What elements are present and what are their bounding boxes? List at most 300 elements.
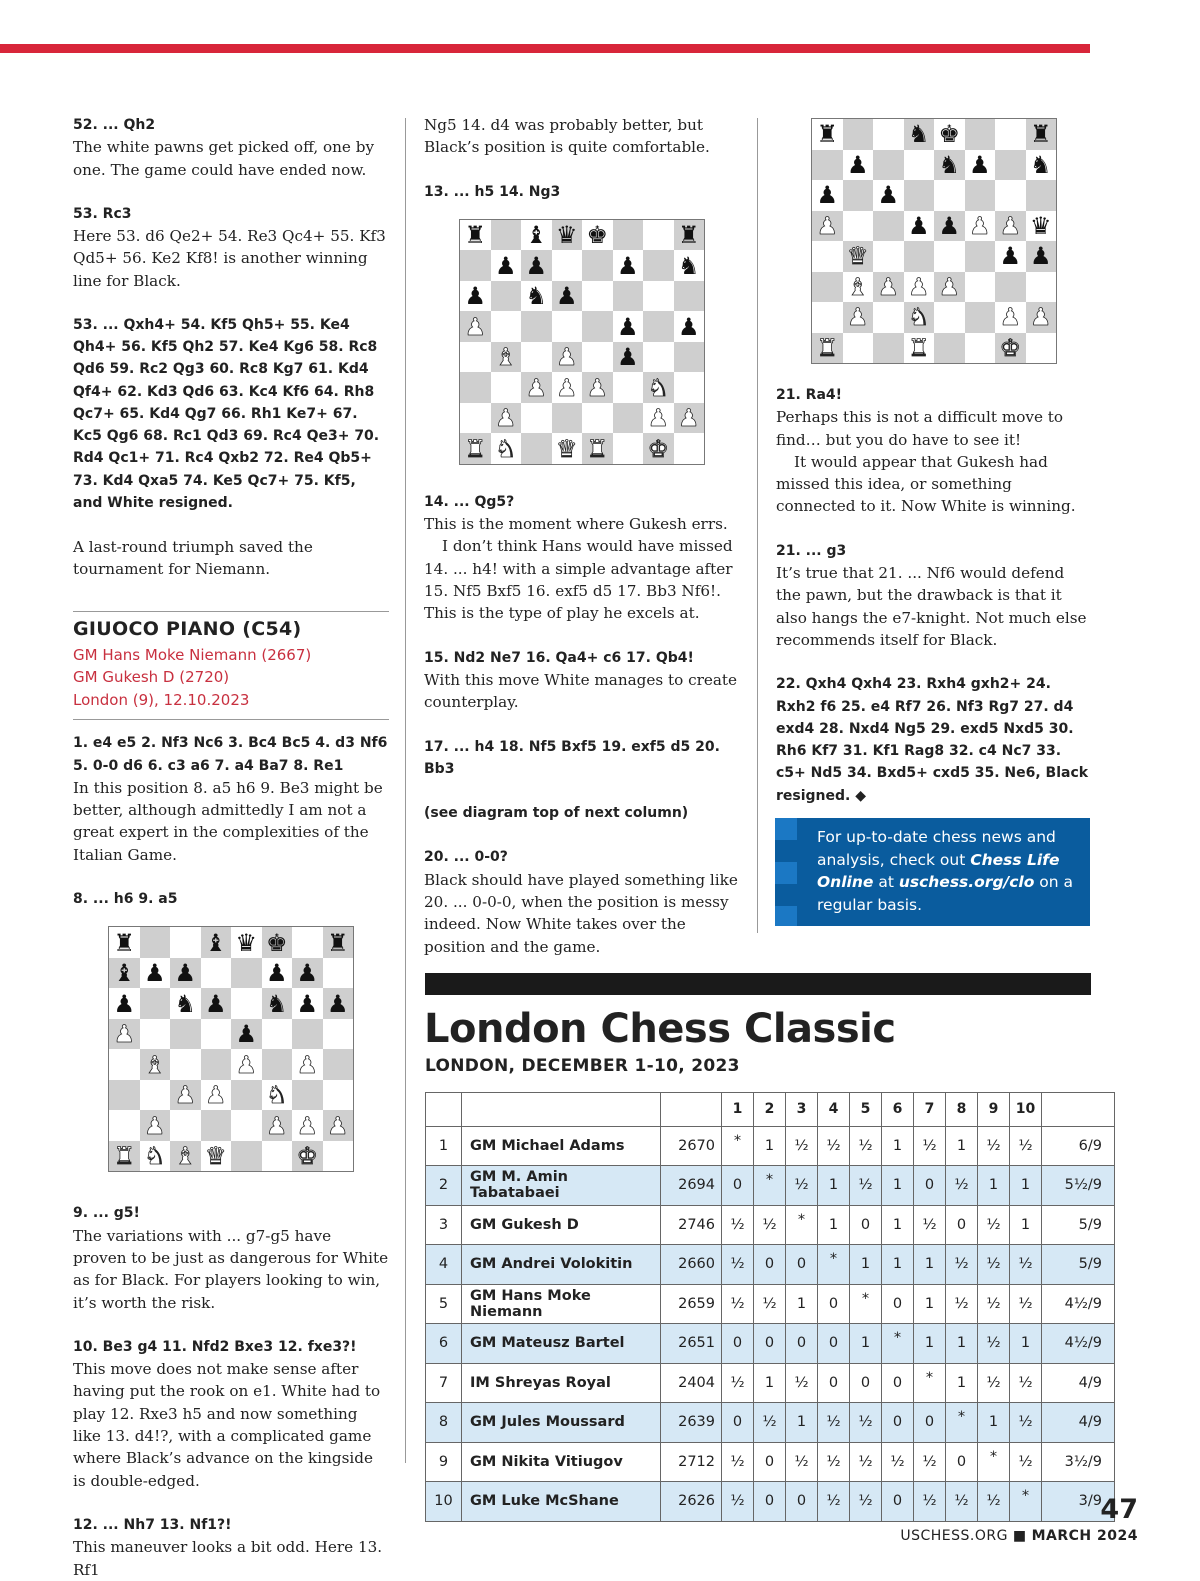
rating-cell: 2670 bbox=[661, 1126, 722, 1166]
board-square bbox=[674, 311, 705, 342]
board-square bbox=[582, 281, 613, 312]
board-square bbox=[1026, 333, 1057, 364]
result-cell: ½ bbox=[786, 1363, 818, 1403]
board-square bbox=[812, 333, 843, 364]
result-cell: 0 bbox=[722, 1403, 754, 1443]
rating-cell: 2660 bbox=[661, 1245, 722, 1285]
board-square bbox=[552, 372, 583, 403]
event-info: London (9), 12.10.2023 bbox=[73, 690, 250, 709]
result-cell: ½ bbox=[978, 1205, 1010, 1245]
board-square bbox=[140, 1049, 171, 1080]
board-square bbox=[965, 180, 996, 211]
header-round: 3 bbox=[786, 1093, 818, 1127]
result-cell: * bbox=[722, 1126, 754, 1166]
rank-cell: 9 bbox=[426, 1442, 462, 1482]
board-square bbox=[582, 403, 613, 434]
footer-separator: ■ bbox=[1012, 1528, 1027, 1544]
rank-cell: 4 bbox=[426, 1245, 462, 1285]
result-cell: 1 bbox=[818, 1205, 850, 1245]
result-cell: 0 bbox=[850, 1205, 882, 1245]
board-square bbox=[292, 1110, 323, 1141]
result-cell: 0 bbox=[786, 1245, 818, 1285]
board-square bbox=[491, 372, 522, 403]
board-square bbox=[843, 272, 874, 303]
white-rook-icon: ♜ bbox=[816, 333, 838, 362]
rating-cell: 2651 bbox=[661, 1324, 722, 1364]
board-square bbox=[262, 988, 293, 1019]
result-cell: * bbox=[882, 1324, 914, 1364]
white-knight-icon: ♞ bbox=[144, 1142, 166, 1171]
board-square bbox=[491, 433, 522, 464]
result-cell: ½ bbox=[978, 1126, 1010, 1166]
white-bishop-icon: ♝ bbox=[495, 343, 517, 372]
page-number: 47 bbox=[1100, 1494, 1138, 1525]
header-round: 1 bbox=[722, 1093, 754, 1127]
white-bishop-icon: ♝ bbox=[847, 272, 869, 301]
board-square bbox=[613, 220, 644, 251]
score-cell: 3/9 bbox=[1042, 1482, 1115, 1522]
white-pawn-icon: ♟ bbox=[266, 1111, 288, 1140]
board-square bbox=[812, 150, 843, 181]
board-square bbox=[674, 403, 705, 434]
rank-cell: 1 bbox=[426, 1126, 462, 1166]
player-name-cell: IM Shreyas Royal bbox=[462, 1363, 661, 1403]
board-square bbox=[613, 372, 644, 403]
board-square bbox=[109, 958, 140, 989]
board-square bbox=[170, 1049, 201, 1080]
black-pawn-icon: ♟ bbox=[235, 1020, 257, 1049]
result-cell: ½ bbox=[722, 1284, 754, 1324]
commentary: Black should have played something like 20. ... 0-0-0, when the position is messy indeed. Now White takes over the position and the game. bbox=[424, 870, 738, 956]
board-square bbox=[460, 403, 491, 434]
white-pawn-icon: ♟ bbox=[877, 272, 899, 301]
board-square bbox=[231, 1019, 262, 1050]
move-text: 21. Ra4! bbox=[776, 387, 843, 403]
black-rook-icon: ♜ bbox=[464, 221, 486, 250]
rating-cell: 2626 bbox=[661, 1482, 722, 1522]
board-square bbox=[843, 302, 874, 333]
board-square bbox=[995, 119, 1026, 150]
board-square bbox=[674, 372, 705, 403]
tournament-title: London Chess Classic bbox=[424, 1006, 896, 1052]
result-cell: 1 bbox=[946, 1126, 978, 1166]
board-square bbox=[1026, 211, 1057, 242]
table-row bbox=[426, 1482, 1115, 1522]
board-square bbox=[873, 119, 904, 150]
result-cell: 0 bbox=[754, 1442, 786, 1482]
board-square bbox=[904, 302, 935, 333]
black-knight-icon: ♞ bbox=[525, 282, 547, 311]
black-pawn-icon: ♟ bbox=[617, 312, 639, 341]
player-name-cell: GM Gukesh D bbox=[462, 1205, 661, 1245]
result-cell: ½ bbox=[786, 1166, 818, 1206]
result-cell: 0 bbox=[754, 1482, 786, 1522]
result-cell: ½ bbox=[722, 1482, 754, 1522]
board-square bbox=[323, 1141, 354, 1172]
black-bishop-icon: ♝ bbox=[205, 928, 227, 957]
black-rook-icon: ♜ bbox=[113, 928, 135, 957]
promo-link-url[interactable]: uschess.org/clo bbox=[898, 873, 1035, 891]
black-rook-icon: ♜ bbox=[816, 120, 838, 149]
board-square bbox=[643, 220, 674, 251]
board-square bbox=[323, 1019, 354, 1050]
board-square bbox=[460, 281, 491, 312]
board-square bbox=[843, 119, 874, 150]
black-bishop-icon: ♝ bbox=[113, 959, 135, 988]
board-square bbox=[460, 433, 491, 464]
score-cell: 4/9 bbox=[1042, 1363, 1115, 1403]
board-square bbox=[109, 1049, 140, 1080]
white-king-icon: ♚ bbox=[647, 434, 669, 463]
column-1 bbox=[73, 114, 389, 1581]
board-square bbox=[812, 180, 843, 211]
board-square bbox=[843, 211, 874, 242]
board-square bbox=[613, 281, 644, 312]
move-text: 53. ... Qxh4+ 54. Kf5 Qh5+ 55. Ke4 Qh4+ 56. Kf5 Qh2 57. Ke4 Kg6 58. Rc8 Qd6 59. Rc2 Qg3 60. Rc8 Kg7 61. Kd4 Qf4+ 62. Kd3 Qd6 63. Kc4 Kf6 64. Rh8 Qc7+ 65. Kd4 Qg7 66. Rh1 Ke7+ 67. Kc5 Qg6 68. Rc1 Qd3 69. Rc4 Qe3+ 70. Rd4 Qc1+ 71. Rc4 Qxb2 72. Re4 Qb5+ 73. Kd4 Qxa5 74. Ke5 Qc7+ 75. Kf5, and White resigned. bbox=[73, 317, 380, 511]
board-square bbox=[231, 1080, 262, 1111]
tournament-subtitle: LONDON, DECEMBER 1-10, 2023 bbox=[425, 1056, 740, 1076]
board-square bbox=[109, 1141, 140, 1172]
board-square bbox=[460, 342, 491, 373]
result-cell: 1 bbox=[786, 1403, 818, 1443]
board-square bbox=[521, 311, 552, 342]
result-cell: ½ bbox=[1010, 1126, 1042, 1166]
board-square bbox=[873, 241, 904, 272]
board-square bbox=[201, 927, 232, 958]
board-square bbox=[460, 250, 491, 281]
white-pawn-icon: ♟ bbox=[556, 343, 578, 372]
result-cell: 0 bbox=[946, 1205, 978, 1245]
board-square bbox=[262, 1110, 293, 1141]
board-square bbox=[643, 372, 674, 403]
table-row bbox=[426, 1166, 1115, 1206]
white-pawn-icon: ♟ bbox=[647, 404, 669, 433]
board-square bbox=[674, 250, 705, 281]
commentary: It’s true that 21. ... Nf6 would defend the pawn, but the drawback is that it also hangs the e7-knight. Not much else recommends itself for Black. bbox=[776, 564, 1087, 649]
result-cell: 0 bbox=[754, 1324, 786, 1364]
board-square bbox=[613, 403, 644, 434]
board-square bbox=[1026, 150, 1057, 181]
move-text: 14. ... Qg5? bbox=[424, 493, 515, 510]
result-cell: ½ bbox=[946, 1482, 978, 1522]
board-square bbox=[262, 1080, 293, 1111]
board-square bbox=[231, 927, 262, 958]
board-square bbox=[292, 1080, 323, 1111]
promo-text-2: at bbox=[873, 873, 899, 891]
board-square bbox=[460, 311, 491, 342]
result-cell: ½ bbox=[818, 1126, 850, 1166]
black-pawn-icon: ♟ bbox=[205, 989, 227, 1018]
board-square bbox=[643, 403, 674, 434]
black-player: GM Gukesh D (2720) bbox=[73, 668, 230, 687]
rank-cell: 6 bbox=[426, 1324, 462, 1364]
black-pawn-icon: ♟ bbox=[113, 989, 135, 1018]
board-square bbox=[674, 220, 705, 251]
black-pawn-icon: ♟ bbox=[144, 959, 166, 988]
board-square bbox=[812, 272, 843, 303]
board-square bbox=[843, 333, 874, 364]
board-square bbox=[995, 241, 1026, 272]
commentary: This move does not make sense after having put the rook on e1. White had to play 12. Rxe3 h5 and now something like 13. d4!?, with a complicated game where Black’s advance on the kingside is double-edged. bbox=[73, 1360, 381, 1490]
white-knight-icon: ♞ bbox=[647, 373, 669, 402]
black-knight-icon: ♞ bbox=[938, 150, 960, 179]
result-cell: 0 bbox=[786, 1482, 818, 1522]
move-text: 52. ... Qh2 bbox=[73, 117, 156, 133]
board-square bbox=[873, 180, 904, 211]
board-square bbox=[521, 372, 552, 403]
board-square bbox=[170, 1019, 201, 1050]
board-square bbox=[812, 241, 843, 272]
player-name-cell: GM Mateusz Bartel bbox=[462, 1324, 661, 1364]
black-queen-icon: ♛ bbox=[1030, 211, 1052, 240]
header-rating bbox=[661, 1093, 722, 1127]
move-text: 1. e4 e5 2. Nf3 Nc6 3. Bc4 Bc5 4. d3 Nf6 5. 0-0 d6 6. c3 a6 7. a4 Ba7 8. Re1 bbox=[73, 735, 388, 774]
board-square bbox=[995, 211, 1026, 242]
column-2 bbox=[424, 114, 741, 958]
result-cell: 0 bbox=[818, 1363, 850, 1403]
result-cell: ½ bbox=[882, 1442, 914, 1482]
promo-text-3: on a regular basis. bbox=[817, 873, 1074, 914]
board-square bbox=[812, 119, 843, 150]
black-king-icon: ♚ bbox=[586, 221, 608, 250]
black-pawn-icon: ♟ bbox=[1030, 242, 1052, 271]
score-cell: 3½/9 bbox=[1042, 1442, 1115, 1482]
white-pawn-icon: ♟ bbox=[1030, 303, 1052, 332]
board-square bbox=[109, 927, 140, 958]
black-knight-icon: ♞ bbox=[678, 251, 700, 280]
board-square bbox=[460, 220, 491, 251]
board-square bbox=[552, 250, 583, 281]
board-square bbox=[965, 302, 996, 333]
move-text-body: 22. Qxh4 Qxh4 23. Rxh4 gxh2+ 24. Rxh2 f6 25. e4 Rf7 26. Nf3 Rg7 27. d4 exd4 28. Nxd4 Ng5 29. exd5 Nxd5 30. Rh6 Kf7 31. Kf1 Rag8 32. c4 Nc7 33. c5+ Nd5 34. Bxd5+ cxd5 35. Ne6, Black resigned. bbox=[776, 676, 1089, 804]
white-pawn-icon: ♟ bbox=[969, 211, 991, 240]
result-cell: ½ bbox=[914, 1482, 946, 1522]
board-square bbox=[521, 342, 552, 373]
black-knight-icon: ♞ bbox=[174, 989, 196, 1018]
table-row bbox=[426, 1324, 1115, 1364]
board-square bbox=[1026, 241, 1057, 272]
result-cell: ½ bbox=[850, 1166, 882, 1206]
score-cell: 4½/9 bbox=[1042, 1284, 1115, 1324]
column-3 bbox=[776, 118, 1092, 807]
commentary: Perhaps this is not a difficult move to find… but you do have to see it! bbox=[776, 408, 1064, 449]
board-square bbox=[643, 433, 674, 464]
white-pawn-icon: ♟ bbox=[495, 404, 517, 433]
white-queen-icon: ♛ bbox=[847, 242, 869, 271]
black-pawn-icon: ♟ bbox=[908, 211, 930, 240]
board-square bbox=[582, 311, 613, 342]
result-cell: 0 bbox=[786, 1324, 818, 1364]
commentary: I don’t think Hans would have missed 14. ... h4! with a simple advantage after 15. Nf5 Bxf5 16. exf5 d5 17. Bb3 Nf6!. This is the type of play he excels at. bbox=[424, 537, 733, 623]
board-square bbox=[140, 1080, 171, 1111]
board-square bbox=[552, 281, 583, 312]
rank-cell: 8 bbox=[426, 1403, 462, 1443]
divider bbox=[73, 611, 389, 612]
board-square bbox=[109, 988, 140, 1019]
board-square bbox=[292, 927, 323, 958]
board-square bbox=[843, 150, 874, 181]
result-cell: ½ bbox=[978, 1324, 1010, 1364]
black-pawn-icon: ♟ bbox=[266, 959, 288, 988]
promo-link-clo[interactable]: Chess Life Online bbox=[817, 850, 1060, 891]
black-knight-icon: ♞ bbox=[1030, 150, 1052, 179]
column-separator bbox=[405, 118, 406, 1463]
result-cell: 1 bbox=[818, 1166, 850, 1206]
black-rook-icon: ♜ bbox=[678, 221, 700, 250]
board-square bbox=[323, 1080, 354, 1111]
crosstable bbox=[425, 1092, 1115, 1522]
board-square bbox=[873, 302, 904, 333]
board-square bbox=[231, 958, 262, 989]
board-square bbox=[812, 302, 843, 333]
board-square bbox=[613, 433, 644, 464]
score-cell: 6/9 bbox=[1042, 1126, 1115, 1166]
board-square bbox=[262, 1049, 293, 1080]
result-cell: 1 bbox=[1010, 1205, 1042, 1245]
result-cell: ½ bbox=[1010, 1284, 1042, 1324]
table-row bbox=[426, 1126, 1115, 1166]
white-pawn-icon: ♟ bbox=[908, 272, 930, 301]
board-square bbox=[323, 927, 354, 958]
footer-site: USCHESS.ORG bbox=[900, 1528, 1008, 1544]
rating-cell: 2746 bbox=[661, 1205, 722, 1245]
board-square bbox=[904, 333, 935, 364]
move-text bbox=[776, 673, 1092, 807]
board-square bbox=[262, 958, 293, 989]
result-cell: ½ bbox=[818, 1403, 850, 1443]
header-round: 2 bbox=[754, 1093, 786, 1127]
board-square bbox=[262, 927, 293, 958]
board-square bbox=[491, 250, 522, 281]
result-cell: 1 bbox=[754, 1126, 786, 1166]
result-cell: ½ bbox=[1010, 1403, 1042, 1443]
board-square bbox=[995, 180, 1026, 211]
white-pawn-icon: ♟ bbox=[586, 373, 608, 402]
board-square bbox=[491, 342, 522, 373]
result-cell: 1 bbox=[914, 1324, 946, 1364]
chess-diagram-1 bbox=[108, 926, 354, 1172]
result-cell: ½ bbox=[978, 1245, 1010, 1285]
result-cell: ½ bbox=[914, 1205, 946, 1245]
white-pawn-icon: ♟ bbox=[938, 272, 960, 301]
board-square bbox=[170, 1080, 201, 1111]
header-round: 9 bbox=[978, 1093, 1010, 1127]
result-cell: 1 bbox=[1010, 1324, 1042, 1364]
move-text: 13. ... h5 14. Ng3 bbox=[424, 183, 561, 200]
board-square bbox=[582, 220, 613, 251]
result-cell: ½ bbox=[786, 1442, 818, 1482]
black-pawn-icon: ♟ bbox=[678, 312, 700, 341]
table-row bbox=[426, 1205, 1115, 1245]
board-square bbox=[201, 988, 232, 1019]
result-cell: ½ bbox=[754, 1284, 786, 1324]
board-square bbox=[995, 333, 1026, 364]
board-square bbox=[323, 1049, 354, 1080]
end-of-article-icon: ◆ bbox=[855, 787, 867, 804]
result-cell: 0 bbox=[722, 1324, 754, 1364]
promo-box bbox=[775, 818, 1090, 926]
result-cell: ½ bbox=[978, 1284, 1010, 1324]
black-pawn-icon: ♟ bbox=[525, 251, 547, 280]
result-cell: ½ bbox=[1010, 1442, 1042, 1482]
black-king-icon: ♚ bbox=[938, 120, 960, 149]
result-cell: ½ bbox=[722, 1363, 754, 1403]
board-square bbox=[552, 220, 583, 251]
move-text: 17. ... h4 18. Nf5 Bxf5 19. exf5 d5 20. Bb3 bbox=[424, 738, 720, 777]
board-square bbox=[934, 119, 965, 150]
board-square bbox=[1026, 272, 1057, 303]
board-square bbox=[201, 1110, 232, 1141]
commentary: With this move White manages to create counterplay. bbox=[424, 670, 737, 712]
board-square bbox=[109, 1080, 140, 1111]
result-cell: 1 bbox=[882, 1126, 914, 1166]
result-cell: 1 bbox=[754, 1363, 786, 1403]
black-pawn-icon: ♟ bbox=[816, 181, 838, 210]
rating-cell: 2659 bbox=[661, 1284, 722, 1324]
score-cell: 5½/9 bbox=[1042, 1166, 1115, 1206]
white-king-icon: ♚ bbox=[999, 333, 1021, 362]
player-name-cell: GM Luke McShane bbox=[462, 1482, 661, 1522]
board-square bbox=[934, 302, 965, 333]
black-pawn-icon: ♟ bbox=[999, 242, 1021, 271]
white-pawn-icon: ♟ bbox=[464, 312, 486, 341]
result-cell: ½ bbox=[914, 1442, 946, 1482]
white-knight-icon: ♞ bbox=[266, 1081, 288, 1110]
black-pawn-icon: ♟ bbox=[296, 959, 318, 988]
result-cell: * bbox=[786, 1205, 818, 1245]
white-bishop-icon: ♝ bbox=[174, 1142, 196, 1171]
result-cell: 1 bbox=[978, 1166, 1010, 1206]
result-cell: 0 bbox=[818, 1324, 850, 1364]
white-pawn-icon: ♟ bbox=[999, 303, 1021, 332]
result-cell: * bbox=[1010, 1482, 1042, 1522]
header-score bbox=[1042, 1093, 1115, 1127]
rank-cell: 2 bbox=[426, 1166, 462, 1206]
rating-cell: 2712 bbox=[661, 1442, 722, 1482]
board-square bbox=[904, 119, 935, 150]
board-square bbox=[109, 1019, 140, 1050]
board-square bbox=[843, 180, 874, 211]
table-row bbox=[426, 1442, 1115, 1482]
board-square bbox=[323, 958, 354, 989]
crosstable-header bbox=[426, 1093, 1115, 1127]
board-square bbox=[231, 1110, 262, 1141]
board-square bbox=[674, 433, 705, 464]
white-queen-icon: ♛ bbox=[205, 1142, 227, 1171]
black-pawn-icon: ♟ bbox=[877, 181, 899, 210]
result-cell: 1 bbox=[914, 1284, 946, 1324]
board-square bbox=[521, 281, 552, 312]
rank-cell: 3 bbox=[426, 1205, 462, 1245]
result-cell: ½ bbox=[754, 1205, 786, 1245]
board-square bbox=[521, 433, 552, 464]
black-pawn-icon: ♟ bbox=[969, 150, 991, 179]
result-cell: 0 bbox=[914, 1166, 946, 1206]
commentary: A last-round triumph saved the tournament for Niemann. bbox=[73, 537, 313, 579]
board-square bbox=[201, 1141, 232, 1172]
board-square bbox=[552, 433, 583, 464]
board-square bbox=[643, 342, 674, 373]
board-square bbox=[843, 241, 874, 272]
result-cell: 0 bbox=[914, 1403, 946, 1443]
black-pawn-icon: ♟ bbox=[617, 251, 639, 280]
result-cell: 1 bbox=[882, 1166, 914, 1206]
white-pawn-icon: ♟ bbox=[296, 1050, 318, 1079]
result-cell: 1 bbox=[914, 1245, 946, 1285]
board-square bbox=[262, 1019, 293, 1050]
board-square bbox=[262, 1141, 293, 1172]
move-text: 10. Be3 g4 11. Nfd2 Bxe3 12. fxe3?! bbox=[73, 1338, 357, 1355]
